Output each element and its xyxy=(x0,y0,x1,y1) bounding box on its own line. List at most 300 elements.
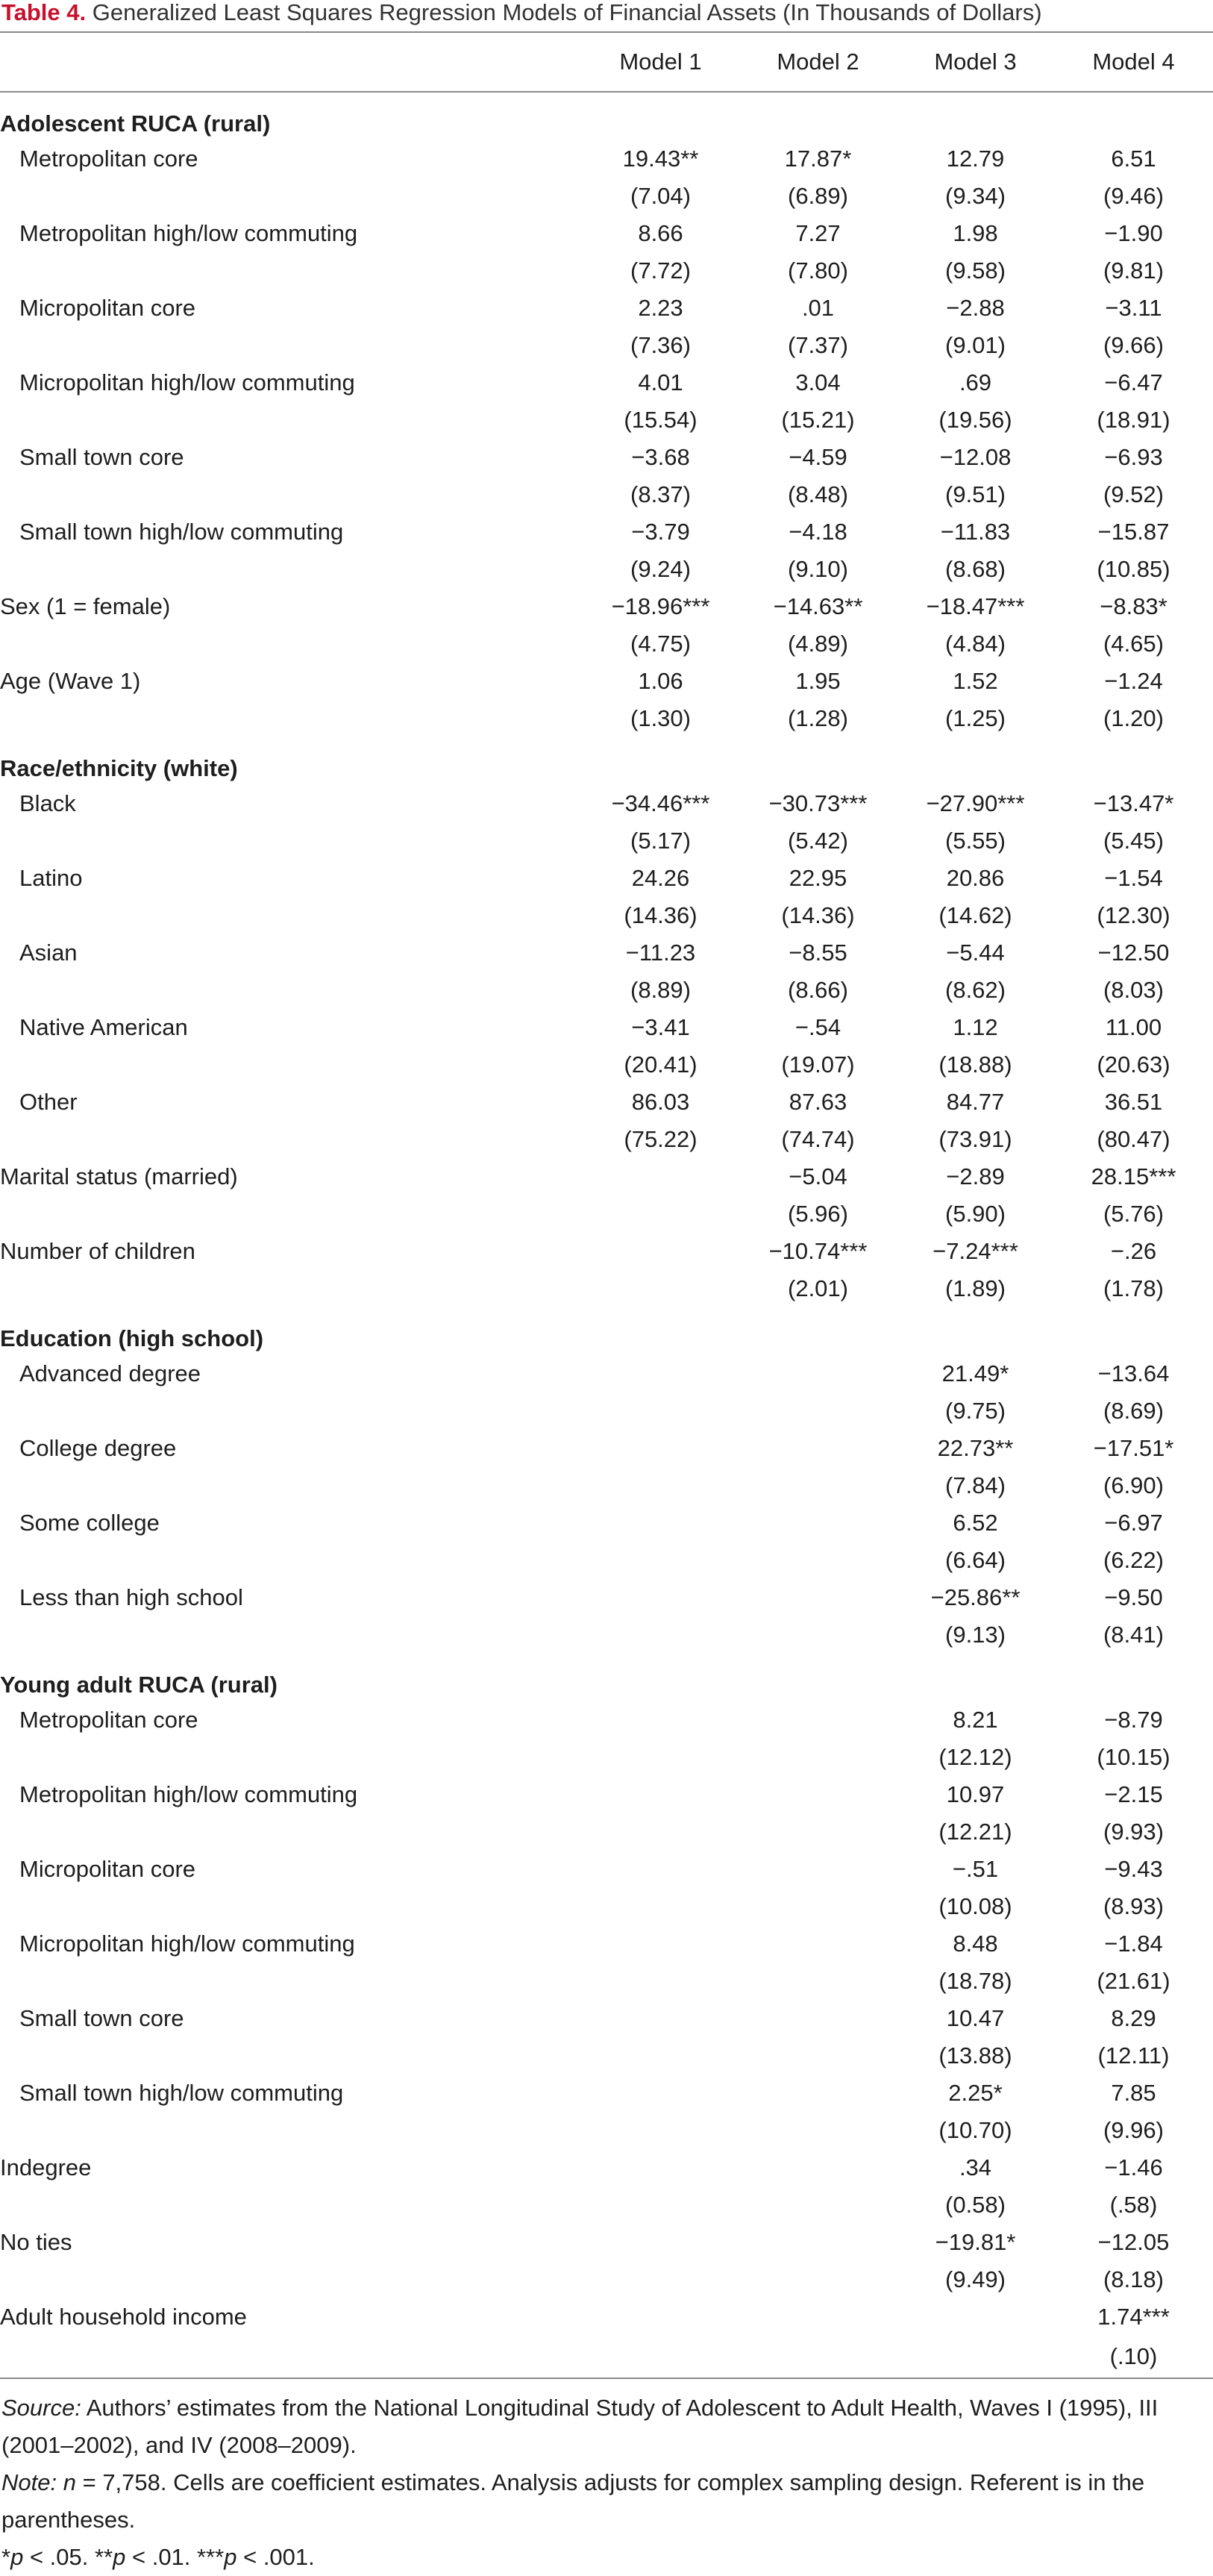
model-4-cell xyxy=(1054,2186,1213,2224)
coefficient-value: −9.43 xyxy=(1104,1856,1163,1882)
coefficient-value: −5.04 xyxy=(789,1163,847,1189)
model-2-cell xyxy=(739,1963,897,2000)
coefficient-value: −30.73*** xyxy=(768,790,868,816)
regression-table xyxy=(0,33,1213,2379)
model-1-cell xyxy=(582,1233,739,1270)
model-3-cell xyxy=(897,785,1054,822)
model-4-cell xyxy=(1054,1739,1213,1776)
coefficient-row xyxy=(0,1579,1213,1616)
model-2-cell xyxy=(739,2224,897,2261)
model-2-cell xyxy=(739,972,897,1009)
model-3-cell xyxy=(897,1925,1054,1963)
model-3-cell xyxy=(897,663,1054,700)
standard-error-value: (10.70) xyxy=(938,2117,1012,2143)
model-1-cell xyxy=(582,785,739,822)
model-1-cell xyxy=(582,663,739,700)
section-header-row xyxy=(0,737,1213,785)
model-1-cell xyxy=(582,2298,739,2336)
coefficient-value: −10.74*** xyxy=(768,1238,868,1264)
model-3-cell xyxy=(897,972,1054,1009)
model-3-cell xyxy=(897,513,1054,551)
row-label: Metropolitan core xyxy=(19,1707,198,1733)
coefficient-value: 1.06 xyxy=(638,668,683,694)
table-title xyxy=(0,0,1213,33)
coefficient-value: −12.08 xyxy=(939,444,1012,470)
model-4-cell xyxy=(1054,934,1213,972)
sig-marker: *** xyxy=(197,2544,225,2570)
coefficient-value: −.51 xyxy=(952,1856,999,1882)
coefficient-value: 8.48 xyxy=(953,1931,998,1957)
coefficient-value: 21.49* xyxy=(941,1360,1009,1387)
model-1-cell xyxy=(582,1270,739,1307)
model-1-cell xyxy=(582,1009,739,1046)
model-3-cell xyxy=(897,1355,1054,1392)
standard-error-value: (7.80) xyxy=(788,257,848,284)
model-1-cell xyxy=(582,2186,739,2224)
model-4-cell xyxy=(1054,2261,1213,2298)
model-2-cell xyxy=(739,2186,897,2224)
coefficient-value: −27.90*** xyxy=(926,790,1025,816)
model-4-cell xyxy=(1054,215,1213,252)
coefficient-value: 10.97 xyxy=(946,1781,1005,1807)
model-2-cell xyxy=(739,1925,897,1963)
standard-error-value: (6.22) xyxy=(1103,1547,1164,1573)
model-2-cell xyxy=(739,934,897,972)
coefficient-value: −4.59 xyxy=(789,444,847,470)
coefficient-value: −2.88 xyxy=(946,295,1005,321)
sig-rest: < .05. xyxy=(23,2544,95,2570)
coefficient-row xyxy=(0,2000,1213,2037)
model-3-cell xyxy=(897,822,1054,860)
standard-error-value: (7.36) xyxy=(630,332,691,358)
model-2-cell xyxy=(739,700,897,737)
row-label xyxy=(0,327,582,364)
model-2-cell xyxy=(739,551,897,588)
standard-error-value: (1.20) xyxy=(1103,705,1164,731)
row-label xyxy=(0,476,582,513)
sample-note xyxy=(1,2464,1212,2539)
coefficient-value: −11.23 xyxy=(625,940,696,966)
coefficient-row xyxy=(0,1355,1213,1392)
model-1-cell xyxy=(582,1888,739,1925)
standard-error-value: (73.91) xyxy=(938,1126,1012,1152)
coefficient-value: −18.96*** xyxy=(611,593,710,619)
standard-error-row xyxy=(0,822,1213,860)
model-3-cell xyxy=(897,1616,1054,1654)
model-2-cell xyxy=(739,663,897,700)
standard-error-row xyxy=(0,1195,1213,1233)
row-label: Metropolitan high/low commuting xyxy=(19,1781,358,1807)
model-2-cell xyxy=(739,439,897,476)
model-2-cell xyxy=(739,290,897,327)
model-3-cell xyxy=(897,551,1054,588)
model-4-cell xyxy=(1054,476,1213,513)
model-1-cell xyxy=(582,1467,739,1504)
coefficient-value: 1.98 xyxy=(953,220,998,246)
model-1-cell xyxy=(582,2336,739,2378)
coefficient-value: −.54 xyxy=(794,1014,841,1040)
coefficient-value: 36.51 xyxy=(1104,1089,1163,1115)
standard-error-value: (18.88) xyxy=(938,1051,1012,1078)
standard-error-value: (4.65) xyxy=(1103,631,1164,657)
section-header-row xyxy=(0,1307,1213,1355)
model-2-cell xyxy=(739,2112,897,2149)
row-label: Small town core xyxy=(19,444,184,470)
row-label xyxy=(0,1888,582,1925)
model-1-cell xyxy=(582,401,739,439)
coefficient-value: 1.12 xyxy=(953,1014,998,1040)
model-4-cell xyxy=(1054,1963,1213,2000)
row-label: Micropolitan core xyxy=(19,1856,196,1882)
coefficient-row xyxy=(0,215,1213,252)
model-4-cell xyxy=(1054,2000,1213,2037)
model-2-cell xyxy=(739,1046,897,1084)
model-3-cell xyxy=(897,2075,1054,2112)
coefficient-value: −15.87 xyxy=(1097,519,1170,545)
coefficient-value: −13.64 xyxy=(1097,1360,1170,1387)
model-3-cell xyxy=(897,1579,1054,1616)
model-2-cell xyxy=(739,1851,897,1888)
standard-error-value: (7.37) xyxy=(788,332,848,358)
model-4-cell xyxy=(1054,178,1213,215)
model-2-cell xyxy=(739,2336,897,2378)
model-3-cell xyxy=(897,1542,1054,1579)
coefficient-value: 84.77 xyxy=(946,1089,1005,1115)
header-model-1: Model 1 xyxy=(582,33,739,92)
standard-error-value: (9.46) xyxy=(1103,183,1164,209)
coefficient-value: −7.24*** xyxy=(933,1238,1018,1264)
model-2-cell xyxy=(739,1195,897,1233)
model-1-cell xyxy=(582,1158,739,1195)
coefficient-value: −2.15 xyxy=(1104,1781,1163,1807)
model-4-cell xyxy=(1054,1233,1213,1270)
table-number-label: Table 4. xyxy=(1,0,87,25)
standard-error-value: (8.68) xyxy=(945,556,1006,582)
model-4-cell xyxy=(1054,860,1213,897)
sig-marker: ** xyxy=(94,2544,113,2570)
model-1-cell xyxy=(582,290,739,327)
standard-error-value: (14.36) xyxy=(781,902,855,928)
table-notes xyxy=(0,2379,1213,2576)
standard-error-row xyxy=(0,401,1213,439)
sig-p: p xyxy=(224,2544,237,2570)
model-4-cell xyxy=(1054,1925,1213,1963)
row-label xyxy=(0,822,582,860)
row-label: Micropolitan high/low commuting xyxy=(19,1931,355,1957)
model-2-cell xyxy=(739,860,897,897)
standard-error-row xyxy=(0,1888,1213,1925)
standard-error-value: (15.21) xyxy=(781,407,855,433)
standard-error-value: (14.36) xyxy=(624,902,698,928)
coefficient-value: −1.90 xyxy=(1104,220,1163,246)
coefficient-row xyxy=(0,1925,1213,1963)
coefficient-value: −6.47 xyxy=(1104,369,1163,396)
model-4-cell xyxy=(1054,1430,1213,1467)
standard-error-value: (18.78) xyxy=(938,1968,1012,1994)
header-model-4: Model 4 xyxy=(1054,33,1213,92)
coefficient-row xyxy=(0,364,1213,401)
model-4-cell xyxy=(1054,401,1213,439)
coefficient-value: .34 xyxy=(959,2154,992,2180)
model-2-cell xyxy=(739,1542,897,1579)
model-3-cell xyxy=(897,364,1054,401)
model-1-cell xyxy=(582,2000,739,2037)
section-header-label: Adolescent RUCA (rural) xyxy=(0,110,271,137)
standard-error-value: (9.93) xyxy=(1103,1819,1164,1845)
standard-error-value: (12.11) xyxy=(1097,2042,1170,2069)
model-4-cell xyxy=(1054,439,1213,476)
standard-error-value: (9.34) xyxy=(945,183,1006,209)
row-label xyxy=(0,178,582,215)
sig-rest: < .01. xyxy=(125,2544,198,2570)
coefficient-value: 17.87* xyxy=(784,146,852,172)
row-label xyxy=(0,1392,582,1430)
coefficient-value: 1.52 xyxy=(953,668,998,694)
coefficient-value: −3.68 xyxy=(631,444,690,470)
standard-error-value: (9.51) xyxy=(945,481,1006,507)
row-label: Black xyxy=(19,790,76,816)
model-3-cell xyxy=(897,2298,1054,2336)
coefficient-row xyxy=(0,1504,1213,1542)
model-3-cell xyxy=(897,934,1054,972)
significance-note xyxy=(1,2539,1212,2576)
row-label: Small town core xyxy=(19,2005,184,2031)
standard-error-value: (9.66) xyxy=(1103,332,1164,358)
model-4-cell xyxy=(1054,785,1213,822)
model-3-cell xyxy=(897,1195,1054,1233)
model-3-cell xyxy=(897,1851,1054,1888)
standard-error-row xyxy=(0,1616,1213,1654)
row-label: No ties xyxy=(0,2229,72,2255)
coefficient-row xyxy=(0,663,1213,700)
coefficient-value: 22.95 xyxy=(789,865,847,891)
standard-error-value: (9.75) xyxy=(945,1398,1006,1424)
coefficient-row xyxy=(0,1851,1213,1888)
model-3-cell xyxy=(897,476,1054,513)
model-4-cell xyxy=(1054,700,1213,737)
model-1-cell xyxy=(582,860,739,897)
model-1-cell xyxy=(582,1813,739,1851)
coefficient-value: −12.05 xyxy=(1097,2229,1170,2255)
row-label xyxy=(0,1542,582,1579)
standard-error-value: (0.58) xyxy=(945,2192,1006,2218)
standard-error-value: (5.90) xyxy=(945,1201,1006,1227)
model-4-cell xyxy=(1054,1851,1213,1888)
standard-error-row xyxy=(0,1813,1213,1851)
model-1-cell xyxy=(582,1504,739,1542)
row-label: Some college xyxy=(19,1510,160,1536)
model-2-cell xyxy=(739,2000,897,2037)
model-2-cell xyxy=(739,178,897,215)
section-header-label: Young adult RUCA (rural) xyxy=(0,1672,278,1698)
standard-error-row xyxy=(0,551,1213,588)
model-2-cell xyxy=(739,1084,897,1121)
standard-error-value: (1.30) xyxy=(630,705,691,731)
standard-error-row xyxy=(0,178,1213,215)
standard-error-value: (8.89) xyxy=(630,977,691,1003)
standard-error-value: (80.47) xyxy=(1097,1126,1170,1152)
coefficient-value: 6.51 xyxy=(1111,146,1156,172)
model-1-cell xyxy=(582,178,739,215)
standard-error-row xyxy=(0,1542,1213,1579)
model-4-cell xyxy=(1054,2037,1213,2075)
model-1-cell xyxy=(582,476,739,513)
model-1-cell xyxy=(582,1963,739,2000)
row-label: Micropolitan core xyxy=(19,295,196,321)
model-2-cell xyxy=(739,252,897,290)
coefficient-value: 2.25* xyxy=(948,2080,1003,2106)
model-2-cell xyxy=(739,1467,897,1504)
standard-error-value: (21.61) xyxy=(1097,1968,1170,1994)
standard-error-value: (75.22) xyxy=(624,1126,698,1152)
model-3-cell xyxy=(897,588,1054,625)
model-3-cell xyxy=(897,215,1054,252)
model-3-cell xyxy=(897,1467,1054,1504)
model-4-cell xyxy=(1054,551,1213,588)
source-note xyxy=(1,2389,1212,2464)
model-4-cell xyxy=(1054,1888,1213,1925)
model-2-cell xyxy=(739,1270,897,1307)
standard-error-value: (5.45) xyxy=(1103,828,1164,854)
coefficient-value: 87.63 xyxy=(789,1089,847,1115)
standard-error-value: (5.42) xyxy=(788,828,848,854)
standard-error-value: (8.62) xyxy=(945,977,1006,1003)
row-label xyxy=(0,625,582,663)
model-1-cell xyxy=(582,1616,739,1654)
standard-error-value: (6.89) xyxy=(788,183,848,209)
model-2-cell xyxy=(739,1776,897,1813)
row-label xyxy=(0,2112,582,2149)
model-4-cell xyxy=(1054,625,1213,663)
row-label: Metropolitan high/low commuting xyxy=(19,220,358,246)
coefficient-value: 12.79 xyxy=(946,146,1005,172)
model-2-cell xyxy=(739,1504,897,1542)
model-1-cell xyxy=(582,2149,739,2186)
coefficient-value: −1.46 xyxy=(1104,2154,1163,2180)
coefficient-row xyxy=(0,2298,1213,2336)
section-header-label: Education (high school) xyxy=(0,1325,264,1351)
model-1-cell xyxy=(582,327,739,364)
coefficient-value: −8.83* xyxy=(1100,593,1167,619)
coefficient-value: −2.89 xyxy=(946,1163,1005,1189)
standard-error-value: (6.90) xyxy=(1103,1472,1164,1498)
standard-error-value: (19.07) xyxy=(781,1051,855,1078)
standard-error-value: (10.85) xyxy=(1097,556,1170,582)
row-label: Metropolitan core xyxy=(19,146,198,172)
coefficient-value: 22.73** xyxy=(937,1435,1014,1461)
model-3-cell xyxy=(897,1233,1054,1270)
standard-error-value: (12.21) xyxy=(938,1819,1012,1845)
model-4-cell xyxy=(1054,140,1213,178)
row-label: Small town high/low commuting xyxy=(19,519,344,545)
model-4-cell xyxy=(1054,290,1213,327)
model-4-cell xyxy=(1054,972,1213,1009)
model-4-cell xyxy=(1054,327,1213,364)
row-label xyxy=(0,700,582,737)
coefficient-value: −3.11 xyxy=(1105,295,1162,321)
model-1-cell xyxy=(582,252,739,290)
standard-error-row xyxy=(0,252,1213,290)
model-4-cell xyxy=(1054,1270,1213,1307)
model-1-cell xyxy=(582,1355,739,1392)
model-3-cell xyxy=(897,290,1054,327)
coefficient-row xyxy=(0,513,1213,551)
model-4-cell xyxy=(1054,2112,1213,2149)
coefficient-value: 6.52 xyxy=(953,1510,998,1536)
model-3-cell xyxy=(897,401,1054,439)
standard-error-value: (74.74) xyxy=(781,1126,855,1152)
model-2-cell xyxy=(739,2261,897,2298)
standard-error-value: (.10) xyxy=(1109,2343,1158,2369)
model-1-cell xyxy=(582,1121,739,1158)
standard-error-row xyxy=(0,1121,1213,1158)
coefficient-value: 2.23 xyxy=(638,295,683,321)
model-1-cell xyxy=(582,1579,739,1616)
row-label xyxy=(0,1963,582,2000)
coefficient-value: −5.44 xyxy=(946,940,1005,966)
model-3-cell xyxy=(897,2186,1054,2224)
note-text: = 7,758. Cells are coefficient estimates. Analysis adjusts for complex sampling design. Referent is in the parentheses. xyxy=(1,2469,1145,2533)
model-3-cell xyxy=(897,625,1054,663)
coefficient-value: 7.27 xyxy=(795,220,841,246)
model-2-cell xyxy=(739,588,897,625)
source-text: Authors’ estimates from the National Longitudinal Study of Adolescent to Adult Health, Waves I (1995), III (2001–2002), and IV (2008–2009). xyxy=(1,2395,1159,2458)
row-label: Sex (1 = female) xyxy=(0,593,171,619)
standard-error-value: (8.48) xyxy=(788,481,848,507)
coefficient-value: 8.29 xyxy=(1111,2005,1156,2031)
model-4-cell xyxy=(1054,1046,1213,1084)
coefficient-value: 24.26 xyxy=(631,865,690,891)
sig-rest: < .001. xyxy=(236,2544,315,2570)
model-4-cell xyxy=(1054,1084,1213,1121)
coefficient-value: 4.01 xyxy=(638,369,683,396)
model-1-cell xyxy=(582,2261,739,2298)
coefficient-value: −8.55 xyxy=(789,940,847,966)
row-label xyxy=(0,1467,582,1504)
model-1-cell xyxy=(582,1701,739,1739)
standard-error-value: (13.88) xyxy=(938,2042,1012,2069)
coefficient-row xyxy=(0,140,1213,178)
model-3-cell xyxy=(897,2149,1054,2186)
row-label xyxy=(0,551,582,588)
standard-error-value: (10.08) xyxy=(938,1893,1012,1919)
standard-error-value: (9.24) xyxy=(630,556,691,582)
coefficient-value: 20.86 xyxy=(946,865,1005,891)
model-2-cell xyxy=(739,2037,897,2075)
coefficient-value: 3.04 xyxy=(795,369,841,396)
row-label xyxy=(0,1739,582,1776)
model-4-cell xyxy=(1054,1121,1213,1158)
model-3-cell xyxy=(897,700,1054,737)
model-1-cell xyxy=(582,140,739,178)
row-label: College degree xyxy=(19,1435,177,1461)
model-4-cell xyxy=(1054,663,1213,700)
model-4-cell xyxy=(1054,513,1213,551)
model-4-cell xyxy=(1054,1195,1213,1233)
model-2-cell xyxy=(739,1616,897,1654)
model-3-cell xyxy=(897,1009,1054,1046)
standard-error-row xyxy=(0,972,1213,1009)
model-2-cell xyxy=(739,513,897,551)
model-3-cell xyxy=(897,860,1054,897)
model-4-cell xyxy=(1054,1392,1213,1430)
model-1-cell xyxy=(582,364,739,401)
standard-error-row xyxy=(0,476,1213,513)
standard-error-value: (1.89) xyxy=(945,1275,1006,1301)
coefficient-value: −6.93 xyxy=(1104,444,1163,470)
sig-p: p xyxy=(113,2544,126,2570)
coefficient-value: −19.81* xyxy=(935,2229,1016,2255)
